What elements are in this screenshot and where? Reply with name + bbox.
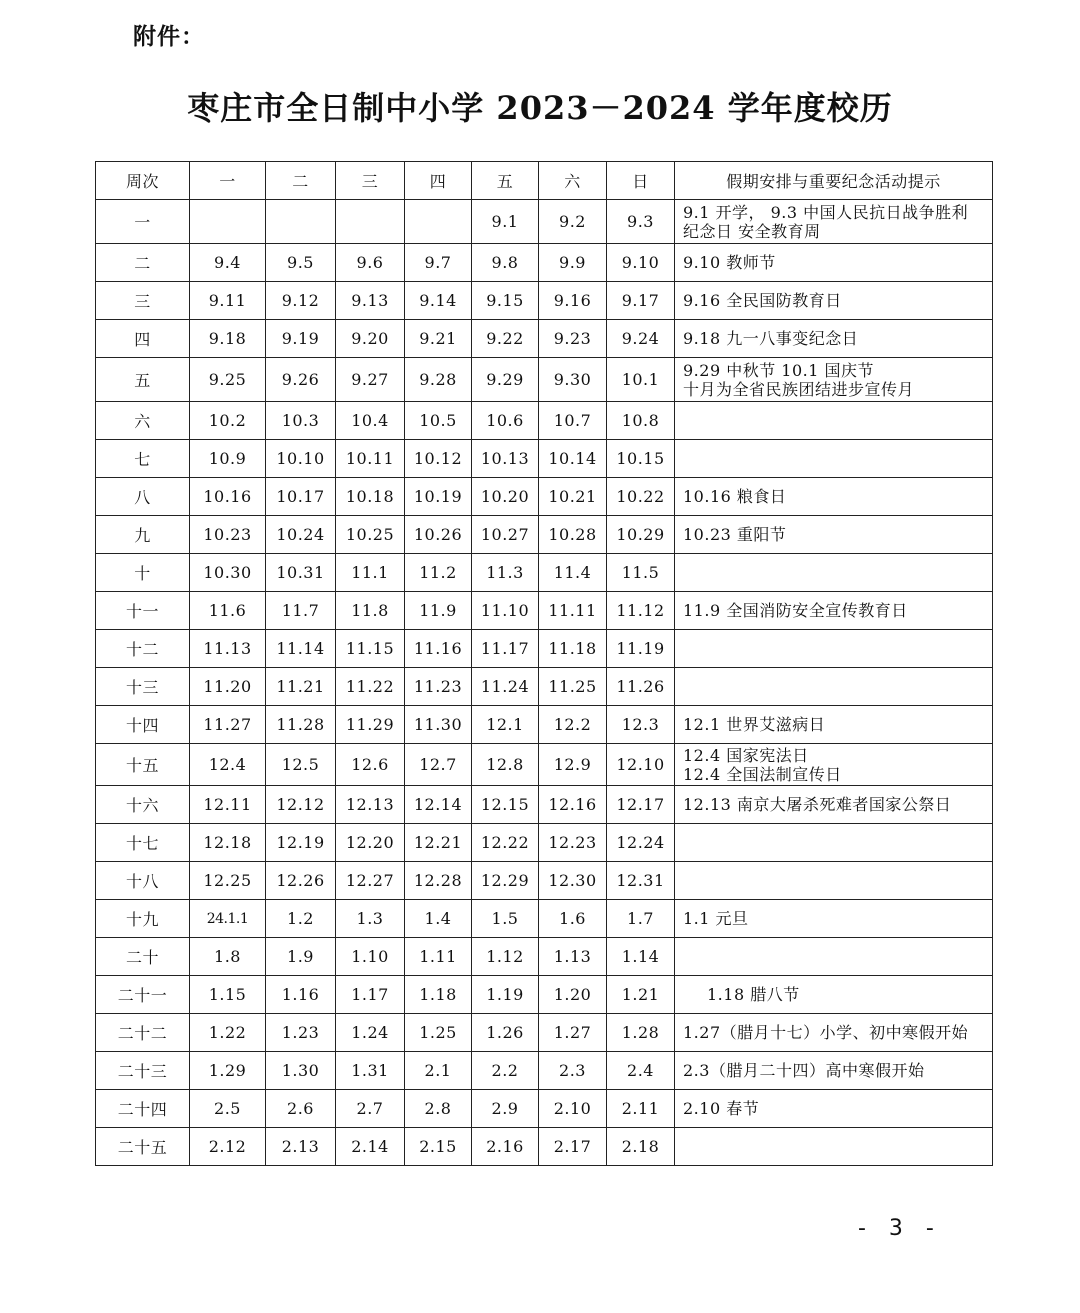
date-cell: 1.7 xyxy=(607,900,675,938)
note-cell xyxy=(675,900,993,938)
date-cell: 1.30 xyxy=(266,1052,336,1090)
date-cell: 1.17 xyxy=(336,976,405,1014)
table-row xyxy=(96,1090,993,1128)
date-cell: 1.21 xyxy=(607,976,675,1014)
note-cell xyxy=(675,668,993,706)
table-row xyxy=(96,516,993,554)
note-line: 2.10 春节 xyxy=(683,1099,760,1118)
week-number: 三 xyxy=(96,282,190,320)
date-cell: 12.6 xyxy=(336,744,405,786)
date-cell: 11.4 xyxy=(539,554,607,592)
date-cell: 12.28 xyxy=(405,862,472,900)
week-number: 十四 xyxy=(96,706,190,744)
table-row xyxy=(96,1052,993,1090)
header-weekday: 五 xyxy=(472,162,539,200)
date-cell: 12.16 xyxy=(539,786,607,824)
week-number: 八 xyxy=(96,478,190,516)
date-cell: 9.27 xyxy=(336,358,405,402)
date-cell: 10.30 xyxy=(190,554,266,592)
week-number: 二 xyxy=(96,244,190,282)
date-cell: 12.2 xyxy=(539,706,607,744)
date-cell: 11.12 xyxy=(607,592,675,630)
date-cell: 1.3 xyxy=(336,900,405,938)
date-cell: 12.27 xyxy=(336,862,405,900)
date-cell: 11.14 xyxy=(266,630,336,668)
page-title: 枣庄市全日制中小学 2023－2024 学年度校历 xyxy=(187,89,893,127)
date-cell: 10.14 xyxy=(539,440,607,478)
note-cell xyxy=(675,244,993,282)
table-row xyxy=(96,200,993,244)
date-cell: 11.1 xyxy=(336,554,405,592)
attachment-label: 附件： xyxy=(133,24,205,50)
date-cell: 10.29 xyxy=(607,516,675,554)
date-cell: 2.10 xyxy=(539,1090,607,1128)
table-row xyxy=(96,630,993,668)
date-cell: 9.14 xyxy=(405,282,472,320)
date-cell: 2.16 xyxy=(472,1128,539,1166)
date-cell: 11.17 xyxy=(472,630,539,668)
date-cell: 11.28 xyxy=(266,706,336,744)
note-line: 9.16 全民国防教育日 xyxy=(683,291,842,310)
date-cell: 10.18 xyxy=(336,478,405,516)
date-cell: 10.23 xyxy=(190,516,266,554)
date-cell: 10.2 xyxy=(190,402,266,440)
note-line: 12.4 国家宪法日 xyxy=(683,745,809,765)
date-cell: 9.19 xyxy=(266,320,336,358)
date-cell: 9.26 xyxy=(266,358,336,402)
week-number: 十五 xyxy=(96,744,190,786)
date-cell: 11.21 xyxy=(266,668,336,706)
date-cell: 1.28 xyxy=(607,1014,675,1052)
date-cell: 12.31 xyxy=(607,862,675,900)
table-row xyxy=(96,900,993,938)
date-cell: 9.23 xyxy=(539,320,607,358)
date-cell: 12.29 xyxy=(472,862,539,900)
table-row xyxy=(96,282,993,320)
date-cell: 11.23 xyxy=(405,668,472,706)
note-line: 9.18 九一八事变纪念日 xyxy=(683,329,859,348)
date-cell: 12.24 xyxy=(607,824,675,862)
note-cell xyxy=(675,1090,993,1128)
note-cell xyxy=(675,1052,993,1090)
week-number: 二十四 xyxy=(96,1090,190,1128)
table-row xyxy=(96,402,993,440)
date-cell: 9.20 xyxy=(336,320,405,358)
date-cell: 11.5 xyxy=(607,554,675,592)
date-cell: 24.1.1 xyxy=(190,900,266,938)
date-cell: 10.27 xyxy=(472,516,539,554)
table-row xyxy=(96,440,993,478)
note-line: 12.1 世界艾滋病日 xyxy=(683,715,826,734)
table-row xyxy=(96,320,993,358)
table-row xyxy=(96,744,993,786)
note-cell xyxy=(675,200,993,244)
date-cell: 2.13 xyxy=(266,1128,336,1166)
date-cell: 10.20 xyxy=(472,478,539,516)
date-cell: 11.2 xyxy=(405,554,472,592)
date-cell: 2.2 xyxy=(472,1052,539,1090)
date-cell: 10.24 xyxy=(266,516,336,554)
date-cell: 9.28 xyxy=(405,358,472,402)
date-cell: 10.16 xyxy=(190,478,266,516)
week-number: 五 xyxy=(96,358,190,402)
date-cell: 11.19 xyxy=(607,630,675,668)
week-number: 十二 xyxy=(96,630,190,668)
date-cell: 1.2 xyxy=(266,900,336,938)
date-cell: 9.16 xyxy=(539,282,607,320)
date-cell: 9.17 xyxy=(607,282,675,320)
week-number: 一 xyxy=(96,200,190,244)
note-line: 1.27（腊月十七）小学、初中寒假开始 xyxy=(683,1023,969,1042)
date-cell: 9.2 xyxy=(539,200,607,244)
date-cell: 9.21 xyxy=(405,320,472,358)
date-cell: 2.9 xyxy=(472,1090,539,1128)
table-row xyxy=(96,244,993,282)
week-number: 二十 xyxy=(96,938,190,976)
date-cell: 10.12 xyxy=(405,440,472,478)
date-cell: 1.8 xyxy=(190,938,266,976)
week-number: 九 xyxy=(96,516,190,554)
date-cell: 1.4 xyxy=(405,900,472,938)
date-cell: 1.11 xyxy=(405,938,472,976)
date-cell: 11.24 xyxy=(472,668,539,706)
note-cell xyxy=(675,744,993,786)
date-cell: 1.13 xyxy=(539,938,607,976)
week-number: 十八 xyxy=(96,862,190,900)
date-cell: 2.5 xyxy=(190,1090,266,1128)
table-row xyxy=(96,976,993,1014)
date-cell: 12.7 xyxy=(405,744,472,786)
date-cell: 2.17 xyxy=(539,1128,607,1166)
date-cell: 2.4 xyxy=(607,1052,675,1090)
date-cell: 2.3 xyxy=(539,1052,607,1090)
date-cell: 9.18 xyxy=(190,320,266,358)
note-cell xyxy=(675,320,993,358)
note-line: 9.29 中秋节 10.1 国庆节 xyxy=(683,360,875,380)
week-number: 十 xyxy=(96,554,190,592)
date-cell: 11.27 xyxy=(190,706,266,744)
note-cell xyxy=(675,478,993,516)
note-line: 1.1 元旦 xyxy=(683,909,749,928)
note-cell xyxy=(675,516,993,554)
date-cell: 9.9 xyxy=(539,244,607,282)
note-cell xyxy=(675,1128,993,1166)
date-cell: 9.30 xyxy=(539,358,607,402)
table-row xyxy=(96,478,993,516)
date-cell: 2.11 xyxy=(607,1090,675,1128)
date-cell: 12.5 xyxy=(266,744,336,786)
date-cell: 9.10 xyxy=(607,244,675,282)
note-line: 12.13 南京大屠杀死难者国家公祭日 xyxy=(683,795,952,814)
date-cell: 2.15 xyxy=(405,1128,472,1166)
week-number: 七 xyxy=(96,440,190,478)
week-number: 二十一 xyxy=(96,976,190,1014)
table-row xyxy=(96,554,993,592)
date-cell: 9.6 xyxy=(336,244,405,282)
date-cell xyxy=(266,200,336,244)
date-cell: 12.15 xyxy=(472,786,539,824)
header-weekday: 二 xyxy=(266,162,336,200)
week-number: 二十五 xyxy=(96,1128,190,1166)
week-number: 二十三 xyxy=(96,1052,190,1090)
date-cell: 2.7 xyxy=(336,1090,405,1128)
date-cell: 12.14 xyxy=(405,786,472,824)
date-cell: 2.18 xyxy=(607,1128,675,1166)
date-cell: 9.4 xyxy=(190,244,266,282)
note-line: 9.1 开学， 9.3 中国人民抗日战争胜利 xyxy=(683,202,969,222)
date-cell: 9.24 xyxy=(607,320,675,358)
date-cell: 1.15 xyxy=(190,976,266,1014)
date-cell: 1.24 xyxy=(336,1014,405,1052)
header-weekday: 四 xyxy=(405,162,472,200)
note-cell xyxy=(675,630,993,668)
date-cell xyxy=(190,200,266,244)
date-cell: 10.13 xyxy=(472,440,539,478)
note-cell xyxy=(675,282,993,320)
date-cell: 10.3 xyxy=(266,402,336,440)
note-line: 11.9 全国消防安全宣传教育日 xyxy=(683,601,908,620)
date-cell: 10.19 xyxy=(405,478,472,516)
date-cell: 10.31 xyxy=(266,554,336,592)
date-cell: 2.8 xyxy=(405,1090,472,1128)
date-cell: 1.16 xyxy=(266,976,336,1014)
date-cell: 1.25 xyxy=(405,1014,472,1052)
header-weekday: 六 xyxy=(539,162,607,200)
date-cell: 11.25 xyxy=(539,668,607,706)
note-line: 12.4 全国法制宣传日 xyxy=(683,764,842,784)
date-cell: 9.3 xyxy=(607,200,675,244)
date-cell: 9.5 xyxy=(266,244,336,282)
date-cell: 1.6 xyxy=(539,900,607,938)
date-cell: 1.14 xyxy=(607,938,675,976)
note-line: 9.10 教师节 xyxy=(683,253,776,272)
note-cell xyxy=(675,1014,993,1052)
date-cell xyxy=(336,200,405,244)
week-number: 六 xyxy=(96,402,190,440)
note-cell xyxy=(675,592,993,630)
date-cell: 1.26 xyxy=(472,1014,539,1052)
date-cell: 2.14 xyxy=(336,1128,405,1166)
date-cell: 11.15 xyxy=(336,630,405,668)
date-cell: 9.22 xyxy=(472,320,539,358)
date-cell: 11.16 xyxy=(405,630,472,668)
date-cell: 1.27 xyxy=(539,1014,607,1052)
date-cell: 12.30 xyxy=(539,862,607,900)
date-cell: 11.30 xyxy=(405,706,472,744)
date-cell: 1.10 xyxy=(336,938,405,976)
date-cell: 10.6 xyxy=(472,402,539,440)
date-cell: 9.29 xyxy=(472,358,539,402)
date-cell: 12.19 xyxy=(266,824,336,862)
date-cell: 10.17 xyxy=(266,478,336,516)
date-cell: 10.9 xyxy=(190,440,266,478)
date-cell: 1.29 xyxy=(190,1052,266,1090)
date-cell: 10.7 xyxy=(539,402,607,440)
page-number: - 3 - xyxy=(858,1216,942,1241)
date-cell: 10.15 xyxy=(607,440,675,478)
note-line: 2.3（腊月二十四）高中寒假开始 xyxy=(683,1061,925,1080)
note-line: 十月为全省民族团结进步宣传月 xyxy=(683,379,915,399)
date-cell: 1.22 xyxy=(190,1014,266,1052)
note-line: 10.16 粮食日 xyxy=(683,487,787,506)
week-number: 十九 xyxy=(96,900,190,938)
table-row xyxy=(96,824,993,862)
date-cell: 9.7 xyxy=(405,244,472,282)
date-cell: 12.26 xyxy=(266,862,336,900)
date-cell: 11.7 xyxy=(266,592,336,630)
table-row xyxy=(96,592,993,630)
note-line: 纪念日 安全教育周 xyxy=(683,221,821,241)
note-cell xyxy=(675,440,993,478)
date-cell: 9.8 xyxy=(472,244,539,282)
table-row xyxy=(96,358,993,402)
table-row xyxy=(96,862,993,900)
date-cell: 1.19 xyxy=(472,976,539,1014)
note-cell xyxy=(675,786,993,824)
date-cell: 12.13 xyxy=(336,786,405,824)
date-cell: 10.22 xyxy=(607,478,675,516)
note-cell xyxy=(675,402,993,440)
date-cell: 12.21 xyxy=(405,824,472,862)
date-cell: 2.12 xyxy=(190,1128,266,1166)
date-cell: 2.1 xyxy=(405,1052,472,1090)
table-row xyxy=(96,706,993,744)
date-cell: 2.6 xyxy=(266,1090,336,1128)
date-cell: 12.22 xyxy=(472,824,539,862)
table-row xyxy=(96,1014,993,1052)
week-number: 十六 xyxy=(96,786,190,824)
date-cell: 11.8 xyxy=(336,592,405,630)
week-number: 十七 xyxy=(96,824,190,862)
date-cell: 10.10 xyxy=(266,440,336,478)
date-cell: 11.11 xyxy=(539,592,607,630)
header-weekday: 一 xyxy=(190,162,266,200)
date-cell: 11.22 xyxy=(336,668,405,706)
date-cell: 12.10 xyxy=(607,744,675,786)
header-weekday: 日 xyxy=(607,162,675,200)
note-cell xyxy=(675,862,993,900)
date-cell: 11.13 xyxy=(190,630,266,668)
date-cell: 1.18 xyxy=(405,976,472,1014)
note-cell xyxy=(675,938,993,976)
header-week: 周次 xyxy=(96,162,190,200)
date-cell: 10.26 xyxy=(405,516,472,554)
date-cell: 10.25 xyxy=(336,516,405,554)
date-cell: 1.23 xyxy=(266,1014,336,1052)
date-cell: 12.23 xyxy=(539,824,607,862)
week-number: 十三 xyxy=(96,668,190,706)
date-cell: 10.4 xyxy=(336,402,405,440)
date-cell: 12.20 xyxy=(336,824,405,862)
date-cell: 1.12 xyxy=(472,938,539,976)
date-cell: 12.3 xyxy=(607,706,675,744)
week-number: 四 xyxy=(96,320,190,358)
date-cell: 11.6 xyxy=(190,592,266,630)
header-notes: 假期安排与重要纪念活动提示 xyxy=(675,162,993,200)
date-cell: 12.1 xyxy=(472,706,539,744)
note-cell xyxy=(675,976,993,1014)
date-cell: 9.1 xyxy=(472,200,539,244)
date-cell: 1.31 xyxy=(336,1052,405,1090)
note-cell xyxy=(675,554,993,592)
date-cell: 10.28 xyxy=(539,516,607,554)
date-cell xyxy=(405,200,472,244)
date-cell: 12.4 xyxy=(190,744,266,786)
date-cell: 10.11 xyxy=(336,440,405,478)
date-cell: 10.1 xyxy=(607,358,675,402)
date-cell: 10.8 xyxy=(607,402,675,440)
date-cell: 12.9 xyxy=(539,744,607,786)
date-cell: 9.13 xyxy=(336,282,405,320)
date-cell: 12.17 xyxy=(607,786,675,824)
date-cell: 10.5 xyxy=(405,402,472,440)
date-cell: 1.5 xyxy=(472,900,539,938)
date-cell: 9.12 xyxy=(266,282,336,320)
date-cell: 9.25 xyxy=(190,358,266,402)
table-row xyxy=(96,1128,993,1166)
date-cell: 11.10 xyxy=(472,592,539,630)
note-cell xyxy=(675,824,993,862)
note-line: 1.18 腊八节 xyxy=(707,985,800,1004)
header-row xyxy=(96,162,993,200)
table-row xyxy=(96,668,993,706)
date-cell: 11.26 xyxy=(607,668,675,706)
note-cell xyxy=(675,706,993,744)
school-calendar-table xyxy=(95,161,993,1166)
date-cell: 1.20 xyxy=(539,976,607,1014)
date-cell: 12.8 xyxy=(472,744,539,786)
week-number: 十一 xyxy=(96,592,190,630)
date-cell: 9.15 xyxy=(472,282,539,320)
date-cell: 11.3 xyxy=(472,554,539,592)
date-cell: 12.25 xyxy=(190,862,266,900)
week-number: 二十二 xyxy=(96,1014,190,1052)
date-cell: 11.29 xyxy=(336,706,405,744)
date-cell: 11.20 xyxy=(190,668,266,706)
date-cell: 9.11 xyxy=(190,282,266,320)
table-row xyxy=(96,938,993,976)
date-cell: 11.9 xyxy=(405,592,472,630)
date-cell: 12.11 xyxy=(190,786,266,824)
table-row xyxy=(96,786,993,824)
date-cell: 12.12 xyxy=(266,786,336,824)
date-cell: 12.18 xyxy=(190,824,266,862)
date-cell: 10.21 xyxy=(539,478,607,516)
date-cell: 11.18 xyxy=(539,630,607,668)
note-line: 10.23 重阳节 xyxy=(683,525,787,544)
header-weekday: 三 xyxy=(336,162,405,200)
date-cell: 1.9 xyxy=(266,938,336,976)
note-cell xyxy=(675,358,993,402)
